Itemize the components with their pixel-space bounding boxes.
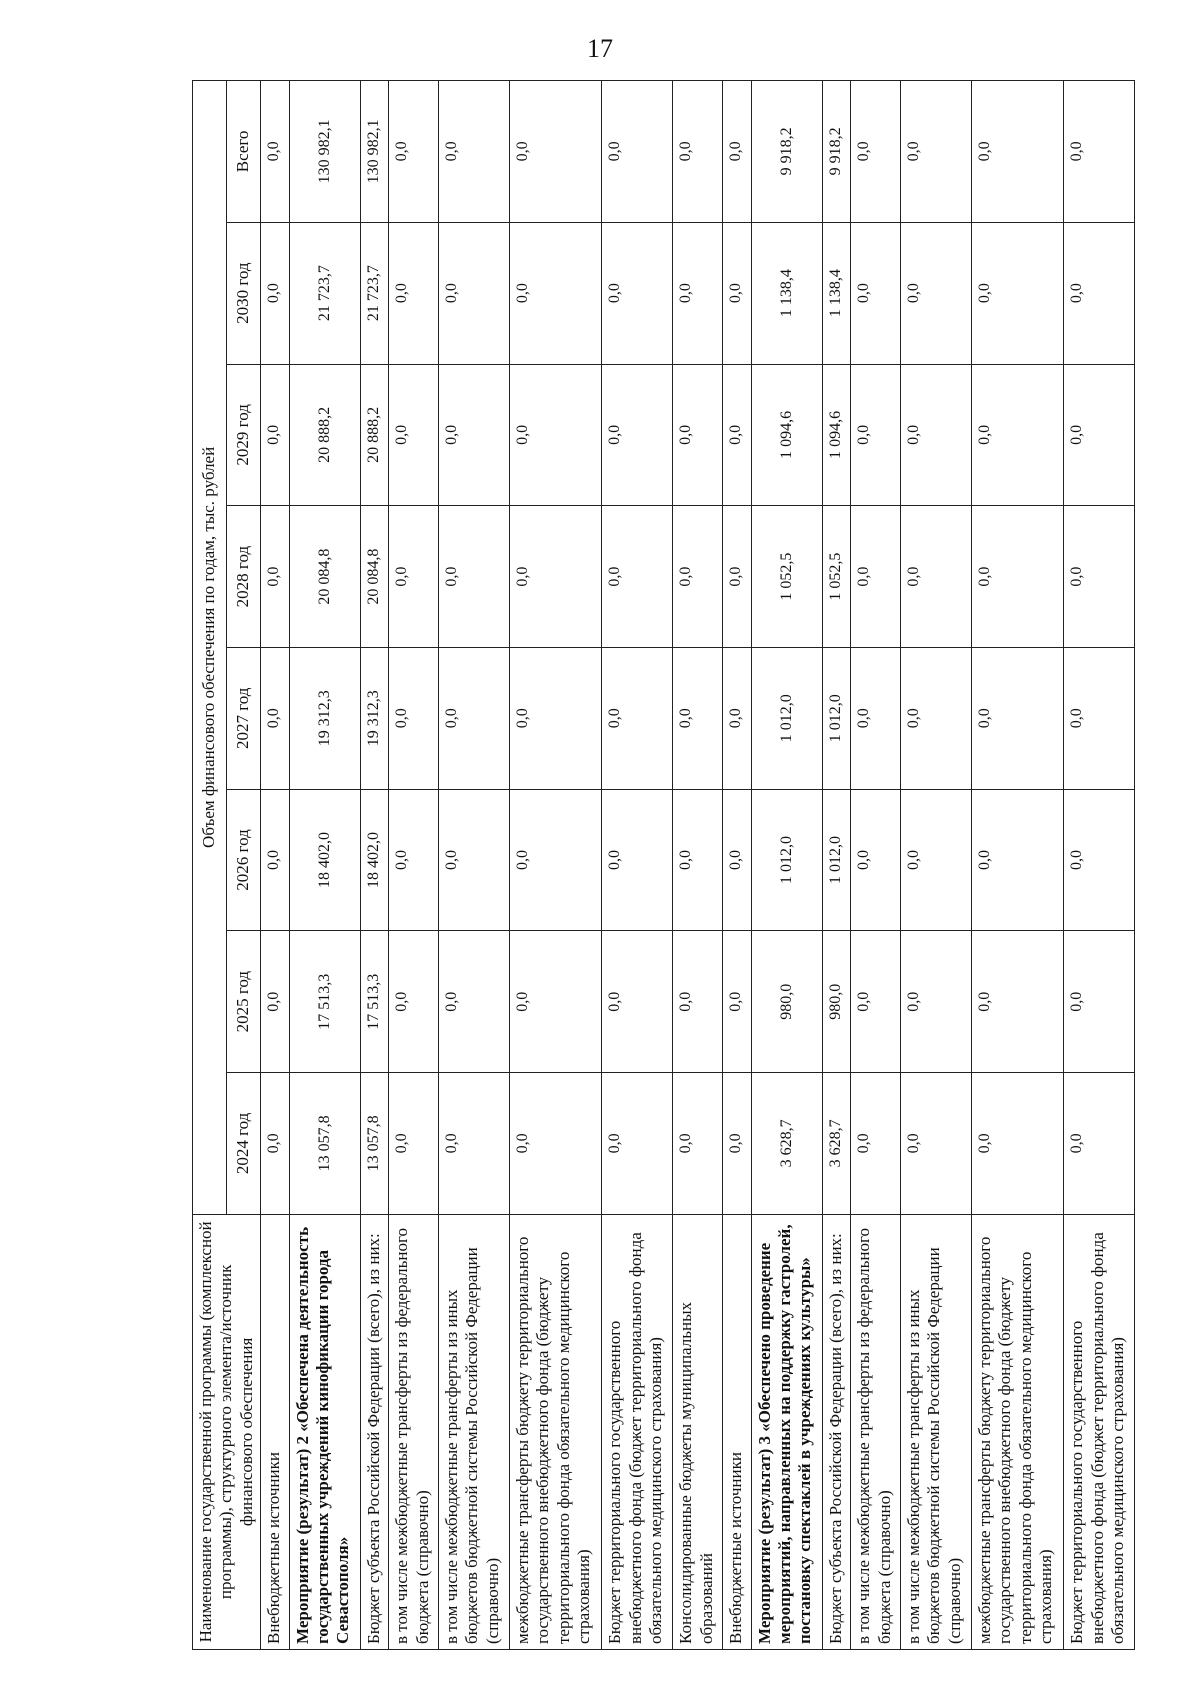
- value-cell: 130 982,1: [289, 81, 360, 223]
- value-cell: 0,0: [851, 647, 901, 789]
- value-cell: 0,0: [971, 789, 1063, 931]
- value-cell: 0,0: [510, 647, 602, 789]
- value-cell: 0,0: [723, 789, 752, 931]
- value-cell: 0,0: [389, 222, 439, 364]
- value-cell: 0,0: [261, 506, 290, 648]
- table-row: [510, 81, 602, 1650]
- value-cell: 0,0: [851, 364, 901, 506]
- value-cell: 9 918,2: [751, 81, 822, 223]
- value-cell: 0,0: [673, 364, 723, 506]
- table-header: [193, 81, 261, 1650]
- table-row: [851, 81, 901, 1650]
- value-cell: 19 312,3: [289, 647, 360, 789]
- value-cell: 0,0: [389, 1073, 439, 1215]
- header-volume-cell: Объем финансового обеспечения по годам, тыс. рублей: [193, 81, 227, 1215]
- value-cell: 0,0: [261, 789, 290, 931]
- value-cell: 0,0: [971, 931, 1063, 1073]
- table-row: [439, 81, 510, 1650]
- table-row: [289, 81, 360, 1650]
- value-cell: 0,0: [971, 81, 1063, 223]
- value-cell: 3 628,7: [751, 1073, 822, 1215]
- value-cell: 0,0: [851, 222, 901, 364]
- value-cell: 1 138,4: [822, 222, 851, 364]
- value-cell: 0,0: [389, 789, 439, 931]
- value-cell: 0,0: [851, 506, 901, 648]
- value-cell: 0,0: [602, 789, 673, 931]
- table-row: [900, 81, 971, 1650]
- value-cell: 0,0: [971, 647, 1063, 789]
- value-cell: 21 723,7: [289, 222, 360, 364]
- value-cell: 980,0: [822, 931, 851, 1073]
- value-cell: 0,0: [1064, 647, 1135, 789]
- value-cell: 17 513,3: [289, 931, 360, 1073]
- table-row: [723, 81, 752, 1650]
- value-cell: 0,0: [971, 364, 1063, 506]
- value-cell: 0,0: [900, 81, 971, 223]
- value-cell: 0,0: [389, 506, 439, 648]
- row-name-cell: Консолидированные бюджеты муниципальных образований: [673, 1214, 723, 1649]
- value-cell: 0,0: [510, 1073, 602, 1215]
- value-cell: 0,0: [389, 931, 439, 1073]
- value-cell: 0,0: [673, 1073, 723, 1215]
- value-cell: 0,0: [602, 222, 673, 364]
- header-year-cell: 2024 год: [227, 1073, 261, 1215]
- row-name-cell: Бюджет территориального государственного внебюджетного фонда (бюджет территориального фонда обязательного медицинского страхования): [602, 1214, 673, 1649]
- value-cell: 0,0: [673, 222, 723, 364]
- value-cell: 0,0: [261, 1073, 290, 1215]
- value-cell: 0,0: [673, 647, 723, 789]
- value-cell: 0,0: [1064, 222, 1135, 364]
- table-row: [1064, 81, 1135, 1650]
- value-cell: 0,0: [439, 789, 510, 931]
- value-cell: 0,0: [723, 647, 752, 789]
- value-cell: 0,0: [439, 81, 510, 223]
- header-year-cell: 2029 год: [227, 364, 261, 506]
- value-cell: 0,0: [851, 1073, 901, 1215]
- table-row: [602, 81, 673, 1650]
- value-cell: 0,0: [439, 222, 510, 364]
- value-cell: 0,0: [851, 789, 901, 931]
- value-cell: 0,0: [971, 222, 1063, 364]
- value-cell: 20 084,8: [360, 506, 389, 648]
- value-cell: 20 888,2: [360, 364, 389, 506]
- value-cell: 0,0: [673, 789, 723, 931]
- value-cell: 3 628,7: [822, 1073, 851, 1215]
- row-name-cell: межбюджетные трансферты бюджету территориального государственного внебюджетного фонда (бюджету территориального фонда обязательного медицинского страхования): [510, 1214, 602, 1649]
- value-cell: 0,0: [510, 364, 602, 506]
- table-row: [822, 81, 851, 1650]
- value-cell: 0,0: [900, 931, 971, 1073]
- value-cell: 20 888,2: [289, 364, 360, 506]
- value-cell: 1 052,5: [751, 506, 822, 648]
- value-cell: 0,0: [900, 1073, 971, 1215]
- value-cell: 0,0: [1064, 931, 1135, 1073]
- value-cell: 18 402,0: [360, 789, 389, 931]
- value-cell: 0,0: [723, 81, 752, 223]
- value-cell: 0,0: [389, 364, 439, 506]
- table-row: [261, 81, 290, 1650]
- page-number: 17: [587, 34, 613, 63]
- row-name-cell: Внебюджетные источники: [723, 1214, 752, 1649]
- row-name-cell: Бюджет территориального государственного внебюджетного фонда (бюджет территориального фонда обязательного медицинского страхования): [1064, 1214, 1135, 1649]
- value-cell: 1 012,0: [751, 789, 822, 931]
- value-cell: 0,0: [389, 647, 439, 789]
- header-year-cell: 2028 год: [227, 506, 261, 648]
- table-row: [389, 81, 439, 1650]
- value-cell: 0,0: [510, 81, 602, 223]
- table-row: [971, 81, 1063, 1650]
- row-name-cell: в том числе межбюджетные трансферты из иных бюджетов бюджетной системы Российской Федерации (справочно): [439, 1214, 510, 1649]
- header-year-cell: 2025 год: [227, 931, 261, 1073]
- table-row: [360, 81, 389, 1650]
- value-cell: 0,0: [900, 506, 971, 648]
- value-cell: 0,0: [602, 364, 673, 506]
- value-cell: 0,0: [602, 506, 673, 648]
- value-cell: 18 402,0: [289, 789, 360, 931]
- row-name-cell: межбюджетные трансферты бюджету территориального государственного внебюджетного фонда (бюджету территориального фонда обязательного медицинского страхования): [971, 1214, 1063, 1649]
- header-year-cell: 2026 год: [227, 789, 261, 931]
- value-cell: 0,0: [673, 81, 723, 223]
- value-cell: 0,0: [900, 647, 971, 789]
- value-cell: 0,0: [510, 931, 602, 1073]
- value-cell: 0,0: [439, 647, 510, 789]
- value-cell: 0,0: [1064, 1073, 1135, 1215]
- value-cell: 0,0: [900, 789, 971, 931]
- value-cell: 0,0: [900, 364, 971, 506]
- value-cell: 1 012,0: [822, 647, 851, 789]
- row-name-cell: в том числе межбюджетные трансферты из федерального бюджета (справочно): [851, 1214, 901, 1649]
- value-cell: 0,0: [510, 789, 602, 931]
- row-name-cell: Мероприятие (результат) 3 «Обеспечено проведение мероприятий, направленных на поддержку гастролей, постановку спектаклей в учреждениях культуры»: [751, 1214, 822, 1649]
- value-cell: 13 057,8: [289, 1073, 360, 1215]
- value-cell: 0,0: [1064, 364, 1135, 506]
- value-cell: 0,0: [673, 506, 723, 648]
- header-name-cell: Наименование государственной программы (комплексной программы), структурного элемента/источник финансового обеспечения: [193, 1214, 261, 1649]
- value-cell: 0,0: [673, 931, 723, 1073]
- value-cell: 0,0: [723, 931, 752, 1073]
- value-cell: 0,0: [261, 364, 290, 506]
- value-cell: 0,0: [602, 81, 673, 223]
- row-name-cell: Внебюджетные источники: [261, 1214, 290, 1649]
- value-cell: 0,0: [261, 81, 290, 223]
- value-cell: 19 312,3: [360, 647, 389, 789]
- rotated-page-content: [192, 80, 1128, 1650]
- value-cell: 1 094,6: [751, 364, 822, 506]
- value-cell: 0,0: [389, 81, 439, 223]
- value-cell: 130 982,1: [360, 81, 389, 223]
- header-year-cell: 2030 год: [227, 222, 261, 364]
- value-cell: 20 084,8: [289, 506, 360, 648]
- value-cell: 1 012,0: [822, 789, 851, 931]
- value-cell: 0,0: [602, 931, 673, 1073]
- value-cell: 1 052,5: [822, 506, 851, 648]
- value-cell: 17 513,3: [360, 931, 389, 1073]
- financing-table: [192, 80, 1135, 1650]
- value-cell: 0,0: [510, 506, 602, 648]
- row-name-cell: в том числе межбюджетные трансферты из иных бюджетов бюджетной системы Российской Федерации (справочно): [900, 1214, 971, 1649]
- value-cell: 0,0: [261, 931, 290, 1073]
- value-cell: 0,0: [1064, 81, 1135, 223]
- value-cell: 0,0: [439, 1073, 510, 1215]
- value-cell: 0,0: [971, 506, 1063, 648]
- value-cell: 0,0: [1064, 506, 1135, 648]
- value-cell: 0,0: [261, 647, 290, 789]
- value-cell: 0,0: [261, 222, 290, 364]
- value-cell: 0,0: [439, 364, 510, 506]
- value-cell: 0,0: [1064, 789, 1135, 931]
- value-cell: 0,0: [723, 364, 752, 506]
- value-cell: 0,0: [723, 222, 752, 364]
- value-cell: 1 138,4: [751, 222, 822, 364]
- value-cell: 0,0: [439, 506, 510, 648]
- value-cell: 0,0: [510, 222, 602, 364]
- value-cell: 980,0: [751, 931, 822, 1073]
- header-row: [193, 81, 227, 1650]
- value-cell: 0,0: [971, 1073, 1063, 1215]
- value-cell: 0,0: [439, 931, 510, 1073]
- value-cell: 0,0: [851, 81, 901, 223]
- row-name-cell: Мероприятие (результат) 2 «Обеспечена деятельность государственных учреждений кинофикации города Севастополя»: [289, 1214, 360, 1649]
- row-name-cell: Бюджет субъекта Российской Федерации (всего), из них:: [360, 1214, 389, 1649]
- header-year-cell: 2027 год: [227, 647, 261, 789]
- table-row: [673, 81, 723, 1650]
- value-cell: 1 012,0: [751, 647, 822, 789]
- value-cell: 0,0: [723, 506, 752, 648]
- table-row: [751, 81, 822, 1650]
- value-cell: 9 918,2: [822, 81, 851, 223]
- header-year-cell: Всего: [227, 81, 261, 223]
- value-cell: 21 723,7: [360, 222, 389, 364]
- row-name-cell: Бюджет субъекта Российской Федерации (всего), из них:: [822, 1214, 851, 1649]
- value-cell: 1 094,6: [822, 364, 851, 506]
- value-cell: 0,0: [900, 222, 971, 364]
- value-cell: 0,0: [723, 1073, 752, 1215]
- value-cell: 0,0: [602, 1073, 673, 1215]
- value-cell: 0,0: [851, 931, 901, 1073]
- row-name-cell: в том числе межбюджетные трансферты из федерального бюджета (справочно): [389, 1214, 439, 1649]
- value-cell: 13 057,8: [360, 1073, 389, 1215]
- value-cell: 0,0: [602, 647, 673, 789]
- table-body: [261, 81, 1135, 1650]
